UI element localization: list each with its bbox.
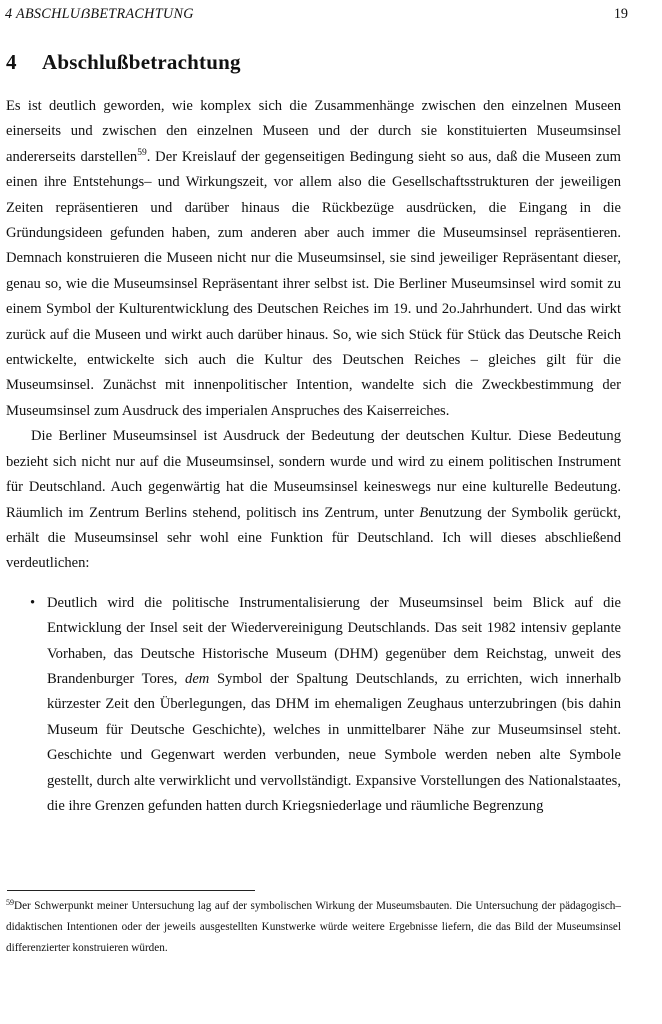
paragraph-1-text-b: . Der Kreislauf der gegenseitigen Bedingung sieht so aus, daß die Museen zum einen ihre Entstehungs– und Wirkungszeit, vor allem also die Gesellschaftsstrukturen der jeweiligen Zeiten repräsentieren und darüber hinaus die Rückbezüge ausdrücken, die Eingang in die Gründungsideen gefunden haben, zum anderen aber auch immer die Museumsinsel repräsentieren. Demnach konstruieren die Museen nicht nur die Museumsinsel, sie sind jeweiliger Repräsentant dieser, genau so, wie die Museumsinsel Repräsentant ihrer selbst ist. Die Berliner Museumsinsel wird somit zu einem Symbol der Kulturentwicklung des Deutschen Reiches im 19. und 2o.Jahrhundert. Und das wirkt zurück auf die Museen und wirkt auch darüber hinaus. So, wie sich Stück für Stück das Deutsche Reich entwickelte, entwickelte sich auch die Kultur des Deutschen Reiches – gleiches gilt für die Museumsinsel. Zunächst mit innenpolitischer Intention, wandelte sich die Zweckbestimmung der Museumsinsel zum Ausdruck des imperialen Anspruches des Kaiserreiches.	[6, 148, 621, 419]
footnote-mark: 59	[6, 898, 14, 907]
running-head-title: 4 ABSCHLUẞBETRACHTUNG	[5, 6, 194, 22]
running-head	[5, 6, 628, 24]
paragraph-2-italic-b: B	[419, 504, 429, 521]
list-item	[6, 591, 621, 820]
bullet-italic-word: dem	[185, 670, 210, 687]
footnote-text: Der Schwerpunkt meiner Untersuchung lag auf der symbolischen Wirkung der Museumsbauten. Die Untersuchung der pädagogisch–didaktischen Intentionen oder der jeweils ausgestellten Kunstwerke würde weitere Ergebnisse liefern, die das Bild der Museumsinsel differenzierter konstruieren würden.	[6, 900, 621, 954]
paragraph-1-text-a: Es ist deutlich geworden, wie komplex sich die Zusammenhänge zwischen den einzelnen Museen einerseits und zwischen den einzelnen Museen und der durch sie konstituierten Museumsinsel andererseits darstellen	[6, 98, 621, 165]
paragraph-2-text-a: Die Berliner Museumsinsel ist Ausdruck der Bedeutung der deutschen Kultur. Diese Bedeutung bezieht sich nicht nur auf die Museumsinsel, sondern wurde und wird zu einem politischen Instrument für Deutschland. Auch gegenwärtig hat die Museumsinsel keineswegs nur eine kulturelle Bedeutung. Räumlich im Zentrum Berlins stehend, politisch ins Zentrum, unter	[6, 428, 621, 521]
bullet-text-b: Symbol der Spaltung Deutschlands, zu errichten, wich innerhalb kürzester Zeit den Überlegungen, das DHM im ehemaligen Zeughaus unterzubringen (bis dahin Museum für Deutsche Geschichte), welches in unmittelbarer Nähe zur Museumsinsel steht. Geschichte und Gegenwart werden verbunden, neue Symbole werden neben alte Symbole gestellt, durch alte verwirklicht und vervollständigt. Expansive Vorstellungen des Nationalstaates, die ihre Grenzen gefunden hatten durch Kriegsniederlage und räumliche Begrenzung	[47, 670, 621, 814]
body-text	[6, 94, 621, 819]
paragraph-2	[6, 424, 621, 576]
footnote	[6, 896, 621, 959]
bullet-text-a: Deutlich wird die politische Instrumentalisierung der Museumsinsel beim Blick auf die Entwicklung der Insel seit der Wiedervereinigung Deutschlands. Das seit 1982 intensiv geplante Vorhaben, das Deutsche Historische Museum (DHM) gegenüber dem Reichstag, unweit des Brandenburger Tores,	[47, 594, 621, 687]
chapter-title: Abschlußbetrachtung	[42, 50, 241, 74]
chapter-number: 4	[6, 50, 17, 74]
bullet-icon: •	[30, 594, 36, 611]
footnote-divider	[7, 890, 255, 891]
footnote-reference[interactable]: 59	[137, 147, 147, 158]
bullet-list	[6, 591, 621, 820]
paragraph-1	[6, 94, 621, 424]
page-number: 19	[613, 6, 628, 22]
chapter-heading	[6, 50, 241, 75]
paragraph-2-text-b: enutzung der Symbolik gerückt, erhält die Museumsinsel sehr wohl eine Funktion für Deutschland. Ich will dieses abschließend verdeutlichen:	[6, 504, 622, 572]
